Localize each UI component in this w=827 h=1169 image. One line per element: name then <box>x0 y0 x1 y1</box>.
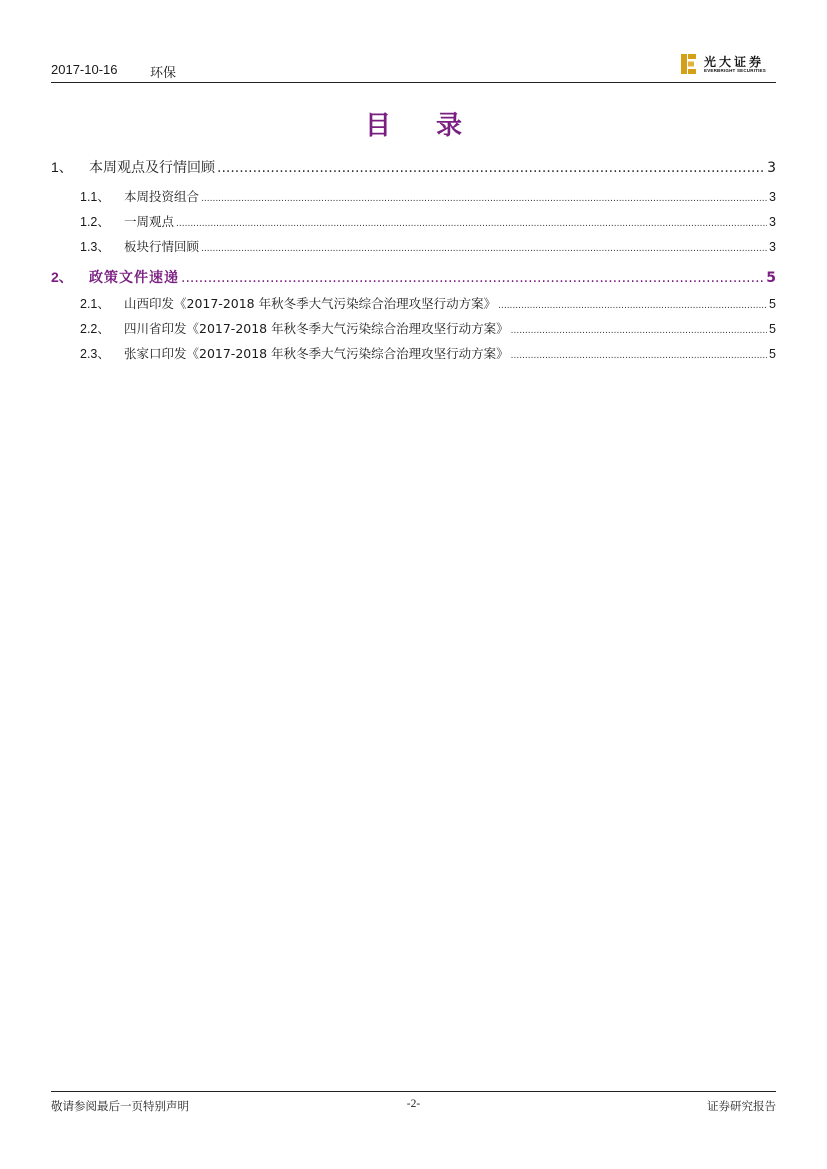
toc-entry-title: 四川省印发《2017-2018 年秋冬季大气污染综合治理攻坚行动方案》 <box>124 321 509 336</box>
toc-entry-page: 3 <box>769 215 776 229</box>
footer-doc-type: 证券研究报告 <box>707 1099 776 1113</box>
toc-leader-dots <box>498 301 767 311</box>
toc-entry-page: 3 <box>769 190 776 204</box>
toc-entry[interactable] <box>51 294 776 312</box>
toc-entry[interactable] <box>51 212 776 230</box>
toc-entry-title: 山西印发《2017-2018 年秋冬季大气污染综合治理攻坚行动方案》 <box>124 296 497 311</box>
toc-leader-dots <box>511 326 767 336</box>
toc-entry-page: 5 <box>769 322 776 336</box>
footer-disclaimer: 敬请参阅最后一页特别声明 <box>51 1099 189 1113</box>
toc-entry[interactable] <box>51 319 776 337</box>
toc-entry-title: 政策文件速递 <box>89 270 179 286</box>
toc-entry-page: 5 <box>769 347 776 361</box>
toc-entry-number: 2.3、 <box>80 347 110 361</box>
toc-entry-page: 3 <box>767 160 776 176</box>
toc-entry-title: 本周投资组合 <box>124 189 200 204</box>
logo-text-en: EVERBRIGHT SECURITIES <box>704 68 766 73</box>
report-date: 2017-10-16 <box>51 62 118 77</box>
toc-entry[interactable] <box>51 237 776 255</box>
toc-leader-dots <box>511 351 767 361</box>
toc-entry[interactable] <box>51 344 776 362</box>
toc-heading: 目 录 <box>364 111 481 141</box>
toc-entry-title: 本周观点及行情回顾 <box>89 160 215 176</box>
toc-leader-dots <box>181 270 764 286</box>
report-sector: 环保 <box>150 66 177 81</box>
toc-entry-number: 2.1、 <box>80 297 110 311</box>
toc-entry-active[interactable] <box>51 267 776 287</box>
toc-entry-number: 1.1、 <box>80 190 110 204</box>
toc-entry-number: 2.2、 <box>80 322 110 336</box>
toc-leader-dots <box>217 160 765 176</box>
toc-leader-dots <box>176 219 767 229</box>
toc-entry[interactable] <box>51 187 776 205</box>
footer-page-number: -2- <box>406 1098 421 1110</box>
toc-entry-title: 板块行情回顾 <box>124 239 200 254</box>
page-header <box>51 56 776 83</box>
company-logo <box>681 53 776 77</box>
toc-entry-number: 1.3、 <box>80 240 110 254</box>
toc-entry-page: 5 <box>769 297 776 311</box>
toc-entry-page: 5 <box>766 270 776 286</box>
logo-text-cn: 光大证券 <box>704 55 765 69</box>
everbright-logo-icon <box>681 54 697 74</box>
toc-leader-dots <box>201 194 767 204</box>
toc-entry-number: 1、 <box>51 159 73 175</box>
toc-entry-number: 2、 <box>51 269 73 285</box>
toc-entry[interactable] <box>51 157 776 177</box>
toc-entry-title: 张家口印发《2017-2018 年秋冬季大气污染综合治理攻坚行动方案》 <box>124 346 509 361</box>
toc-entry-title: 一周观点 <box>124 214 175 229</box>
toc-entry-page: 3 <box>769 240 776 254</box>
page-footer <box>51 1091 776 1116</box>
toc-entry-number: 1.2、 <box>80 215 110 229</box>
toc-leader-dots <box>201 244 767 254</box>
